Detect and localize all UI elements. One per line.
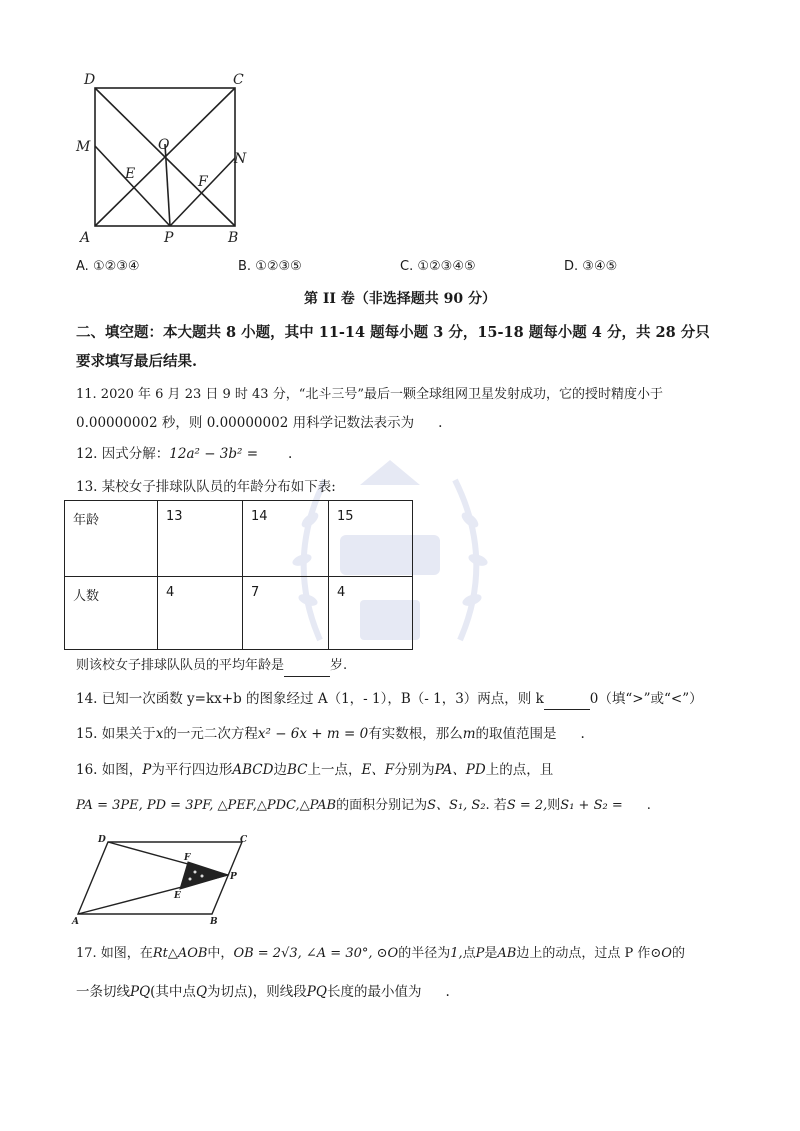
- q17-text: 长度的最小值为: [326, 984, 422, 1000]
- table-cell: 14: [243, 501, 329, 577]
- fig2-label-A: A: [72, 917, 79, 927]
- q14: [76, 689, 703, 710]
- parallelogram-figure: [70, 832, 260, 928]
- q16-math: BC: [286, 762, 308, 778]
- q11-text-b: 用科学记数法表示为: [288, 415, 415, 431]
- label-C: C: [233, 72, 244, 88]
- label-B: B: [228, 230, 239, 246]
- table-cell: 13: [158, 501, 243, 577]
- table-cell: 人数: [65, 577, 158, 650]
- q16-text: 上的点，且: [485, 762, 554, 778]
- q15-x: x: [155, 726, 164, 742]
- q17-math: Q: [195, 984, 208, 1000]
- q16-text: 的面积分别记为: [336, 798, 428, 813]
- choice-d-text: ③④⑤: [582, 259, 618, 274]
- q16-math: E、F: [361, 762, 395, 778]
- q15-a: 15. 如果关于: [76, 726, 156, 742]
- q17-line2: [76, 982, 450, 1002]
- q17-text: 的半径为: [398, 946, 451, 961]
- q16-text: 则: [547, 798, 561, 813]
- table-cell: 7: [243, 577, 329, 650]
- table-row: [65, 501, 413, 577]
- q15-m: m: [462, 726, 476, 742]
- q14-text-b: 0（填“>”或“<”）: [589, 691, 703, 707]
- q14-text-a: 14. 已知一次函数 y=kx+b 的图象经过 A（1，- 1），B（- 1，3）两点，则 k: [76, 691, 544, 707]
- q15-end: .: [580, 726, 585, 742]
- q16-text: 分别为: [394, 762, 435, 778]
- choice-a-text: ①②③④: [92, 259, 140, 274]
- q11-number: 0.00000002: [76, 415, 158, 431]
- q11-text-a: 秒，则: [157, 415, 207, 431]
- q17-math: 1,: [450, 946, 463, 961]
- table-row: [65, 577, 413, 650]
- q16-math: S、S₁, S₂: [427, 798, 486, 813]
- q17-math: PQ: [130, 984, 151, 1000]
- table-cell: 4: [158, 577, 243, 650]
- q17-text: 17. 如图，在: [76, 946, 153, 961]
- table-cell: 4: [329, 577, 413, 650]
- q14-answer-blank[interactable]: [544, 689, 590, 710]
- q17-text: 中，: [207, 946, 234, 961]
- q13-intro: 13. 某校女子排球队队员的年龄分布如下表:: [76, 479, 336, 495]
- choice-c-letter: C.: [400, 259, 414, 274]
- table-cell: 15: [329, 501, 413, 577]
- q17-text: (其中点: [150, 984, 196, 1000]
- q16-math: PA、PD: [434, 762, 486, 778]
- q12-prefix: 12. 因式分解：: [76, 446, 170, 462]
- q13-after: [76, 656, 347, 677]
- q16-text: 16. 如图，: [76, 762, 143, 778]
- q17-line1: [76, 944, 685, 964]
- q17-text: 边上的动点，过点 P 作: [516, 946, 651, 961]
- q16-text: . 若: [485, 798, 507, 813]
- q13-after-a: 则该校女子排球队队员的平均年龄是: [76, 658, 285, 673]
- choice-b[interactable]: [238, 257, 302, 277]
- q13-answer-blank[interactable]: [284, 656, 330, 677]
- q16-text: .: [646, 798, 651, 813]
- q15-b: 的一元二次方程: [163, 726, 258, 742]
- q17-math: PQ: [306, 984, 327, 1000]
- q15-d: 的取值范围是: [475, 726, 557, 742]
- section-title: 第 II 卷（非选择题共 90 分）: [303, 291, 497, 307]
- label-D: D: [84, 72, 96, 88]
- q16-line2: [76, 796, 651, 816]
- fig2-label-F: F: [184, 853, 191, 863]
- q17-text: 为切点)，则线段: [207, 984, 307, 1000]
- instructions-line1: 二、填空题：本大题共 8 小题，其中 11-14 题每小题 3 分，15-18 题每小题 4 分，共 28 分只: [76, 324, 710, 341]
- choice-b-text: ①②③⑤: [255, 259, 302, 274]
- q15-c: 有实数根，那么: [368, 726, 463, 742]
- q17-text: 点: [462, 946, 476, 961]
- q11-line2: [76, 413, 442, 433]
- label-A: A: [80, 230, 91, 246]
- instructions-line2: 要求填写最后结果.: [76, 353, 198, 370]
- label-O: O: [158, 137, 170, 153]
- q16-math: ABCD: [232, 762, 274, 778]
- fig2-label-D: D: [98, 835, 106, 845]
- q16-line1: [76, 760, 553, 780]
- q15: [76, 724, 585, 744]
- label-F: F: [198, 174, 208, 190]
- q17-text: 的: [671, 946, 685, 961]
- choice-d[interactable]: [564, 257, 617, 277]
- q16-math: S₁ + S₂ =: [560, 798, 623, 813]
- fig2-label-E: E: [174, 891, 181, 901]
- table-cell: 年龄: [65, 501, 158, 577]
- choice-c[interactable]: [400, 257, 476, 277]
- label-P: P: [164, 230, 174, 246]
- q17-math: AB: [497, 946, 517, 961]
- q16-math: P: [142, 762, 152, 778]
- q15-eq: x² − 6x + m = 0: [257, 726, 369, 742]
- q17-math: P: [475, 946, 485, 961]
- label-N: N: [234, 151, 247, 167]
- q12: [76, 444, 292, 464]
- age-table: [64, 500, 413, 650]
- q17-text: 一条切线: [76, 984, 130, 1000]
- choice-c-text: ①②③④⑤: [417, 259, 476, 274]
- label-M: M: [76, 139, 91, 155]
- q17-math: Rt△AOB: [152, 946, 208, 961]
- q17-math: OB = 2√3, ∠A = 30°, ⊙O: [233, 946, 399, 961]
- q16-text: 为平行四边形: [151, 762, 233, 778]
- choice-a[interactable]: [76, 257, 140, 277]
- q11-line1: 11. 2020 年 6 月 23 日 9 时 43 分，“北斗三号”最后一颗全球组网卫星发射成功，它的授时精度小于: [76, 387, 663, 402]
- fig2-label-C: C: [240, 835, 248, 845]
- q16-math: PA = 3PE, PD = 3PF, △PEF,△PDC,△PAB: [76, 798, 337, 813]
- choice-a-letter: A.: [76, 259, 89, 274]
- choice-d-letter: D.: [564, 259, 579, 274]
- fig2-label-P: P: [230, 872, 237, 882]
- q17-math: ⊙O: [650, 946, 672, 961]
- q11-end: .: [438, 415, 443, 431]
- q11-number2: 0.00000002: [206, 415, 289, 431]
- label-E: E: [125, 166, 136, 182]
- q17-text: .: [445, 984, 450, 1000]
- q12-expr: 12a² − 3b² =: [169, 446, 259, 462]
- choice-b-letter: B.: [238, 259, 252, 274]
- fig2-label-B: B: [210, 917, 218, 927]
- q17-text: 是: [484, 946, 498, 961]
- q16-math: S = 2,: [506, 798, 548, 813]
- q13-after-b: 岁.: [330, 658, 348, 673]
- q12-end: .: [288, 446, 293, 462]
- square-figure: [70, 62, 270, 252]
- q16-text: 上一点，: [307, 762, 362, 778]
- q16-text: 边: [273, 762, 287, 778]
